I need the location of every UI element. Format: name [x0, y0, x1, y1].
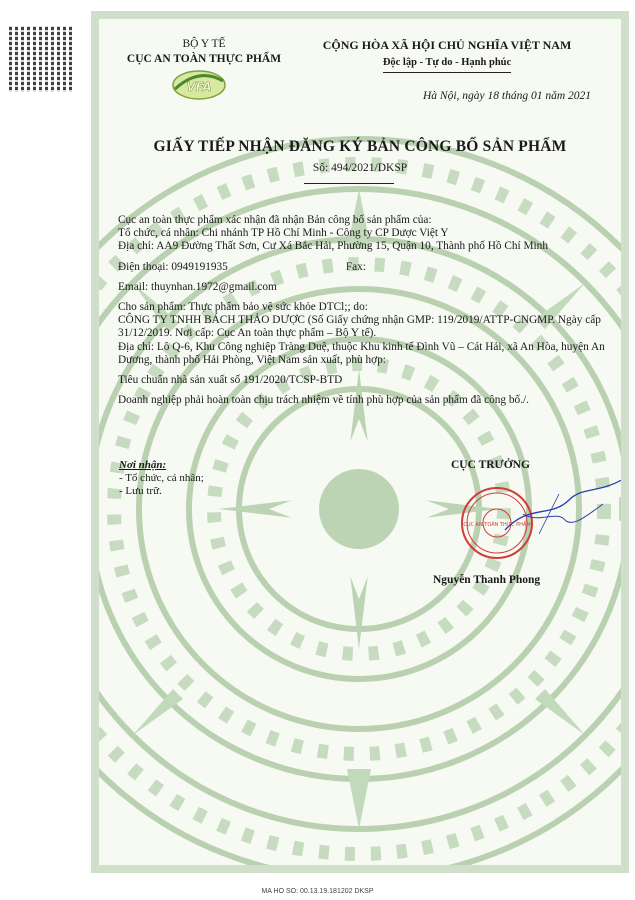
fax-line: Fax:: [345, 260, 366, 273]
signer-position: CỤC TRƯỞNG: [451, 459, 530, 471]
republic-name: CỘNG HÒA XÃ HỘI CHỦ NGHĨA VIỆT NAM: [322, 38, 572, 52]
republic-block: [297, 37, 597, 73]
recipients-heading: Nơi nhận:: [119, 459, 167, 471]
certificate-paper: [99, 19, 621, 865]
issue-date: Hà Nội, ngày 18 tháng 01 năm 2021: [422, 90, 591, 102]
intro-text: Cục an toàn thực phẩm xác nhận đã nhận Bản công bố sản phẩm của:: [118, 214, 432, 226]
national-motto: Độc lập - Tự do - Hạnh phúc: [383, 55, 511, 73]
footer-code: MA HO SO: 00.13.19.181202 DKSP: [261, 888, 374, 895]
vfa-logo-icon: [169, 63, 229, 103]
signer-name: Nguyễn Thanh Phong: [433, 574, 541, 586]
email-line: Email: thuynhan.1972@gmail.com: [118, 280, 277, 293]
phone-line: Điện thoại: 0949191935: [118, 260, 228, 273]
manufacturer-line: CÔNG TY TNHH BÁCH THẢO DƯỢC (Số Giấy chứng nhận GMP: 119/2019/ATTP-CNGMP. Ngày cấp 31/12/2019. Nơi cấp: Cục An toàn thực phẩm – Bộ Y tế).: [118, 314, 601, 340]
certificate-body: [118, 214, 609, 407]
organization-line: Tổ chức, cá nhân: Chi nhánh TP Hồ Chí Minh - Công ty CP Dược Việt Y: [118, 227, 449, 240]
agency-name: CỤC AN TOÀN THỰC PHẨM: [126, 53, 282, 65]
address-line: Địa chỉ: AA9 Đường Thất Sơn, Cư Xá Bắc Hải, Phường 15, Quận 10, Thành phố Hồ Chí Minh: [118, 240, 548, 253]
manufacturer-address-line: Địa chỉ: Lô Q-6, Khu Công nghiệp Tràng Duệ, thuộc Khu kinh tế Đình Vũ – Cát Hải, xã An Hòa, huyện An Dương, thành phố Hải Phòng, Việt Nam sản xuất, phù hợp:: [118, 340, 605, 366]
recipient-item: - Tổ chức, cá nhân;: [119, 472, 204, 484]
handwritten-signature-icon: [499, 474, 621, 544]
ministry-name: BỘ Y TẾ: [182, 38, 226, 50]
recipients-block: [119, 459, 204, 498]
product-line: Cho sản phẩm: Thực phẩm bảo vệ sức khỏe DTCl;; do:: [118, 301, 368, 314]
certificate-frame: [91, 11, 629, 873]
qr-code: [9, 26, 75, 92]
title-underline: [304, 183, 394, 184]
recipient-item: - Lưu trữ.: [119, 485, 162, 497]
document-title: GIẤY TIẾP NHẬN ĐĂNG KÝ BẢN CÔNG BỐ SẢN PHẨM: [153, 138, 567, 155]
logo-text: VFA: [186, 80, 212, 94]
stamp-text: CỤC AN TOÀN THỰC PHẨM: [463, 522, 531, 528]
document-number: Số: 494/2021/DKSP: [312, 162, 408, 174]
responsibility-line: Doanh nghiệp phải hoàn toàn chịu trách nhiệm về tính phù hợp của sản phẩm đã công bố./.: [118, 394, 529, 407]
contact-row: [118, 261, 609, 274]
standard-line: Tiêu chuẩn nhà sản xuất số 191/2020/TCSP-BTD: [118, 374, 343, 387]
